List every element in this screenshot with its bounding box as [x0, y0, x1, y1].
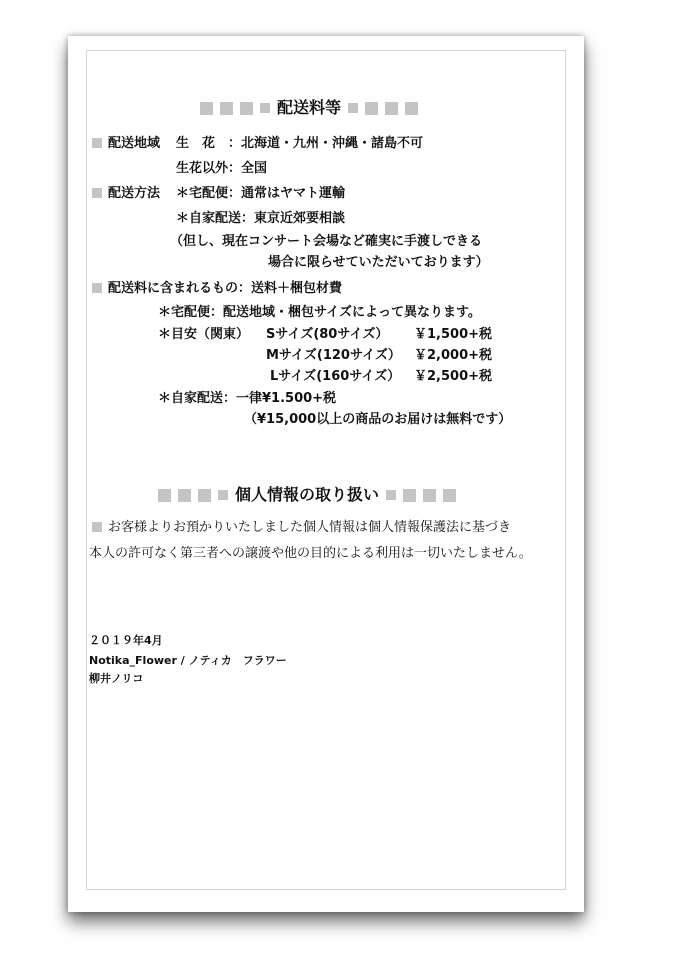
bullet-square	[92, 138, 102, 148]
signature-date: ２０１９年4月	[89, 634, 163, 647]
note-line-1: （但し、現在コンサート会場など確実に手渡しできる	[170, 234, 483, 249]
decor-square	[386, 490, 396, 500]
size-s: Sサイズ(80サイズ）	[266, 327, 389, 342]
decor-square	[200, 102, 213, 115]
decor-square	[218, 490, 228, 500]
privacy-heading	[158, 485, 456, 505]
decor-square	[405, 102, 418, 115]
shipping-heading	[200, 98, 418, 118]
method-self: ＊自家配送：東京近郊要相談	[176, 211, 346, 226]
decor-square	[348, 103, 358, 113]
included-row	[92, 280, 342, 298]
delivery-method-label: 配送方法	[108, 186, 161, 201]
delivery-method-row	[92, 185, 160, 203]
decor-square	[385, 102, 398, 115]
decor-square	[423, 489, 436, 502]
privacy-line-2: 本人の許可なく第三者への譲渡や他の目的による利用は一切いたしません。	[89, 546, 532, 561]
delivery-area-row	[92, 135, 160, 153]
self-delivery: ＊自家配送：一律¥1.500+税	[158, 391, 337, 406]
size-l: Lサイズ(160サイズ）	[270, 369, 401, 384]
free-note: （¥15,000以上の商品のお届けは無料です）	[244, 412, 512, 427]
price-l: ￥2,500+税	[414, 369, 493, 384]
decor-square	[365, 102, 378, 115]
takuhai-note: ＊宅配便：配送地域・梱包サイズによって異なります。	[158, 305, 481, 320]
fresh-flowers-label: 生 花	[176, 136, 216, 151]
note-line-2: 場合に限らせていただいております）	[268, 255, 489, 270]
decor-square	[240, 102, 253, 115]
decor-square	[178, 489, 191, 502]
bullet-square	[92, 522, 102, 532]
signature-name: 柳井ノリコ	[89, 672, 144, 685]
privacy-line-1-row	[92, 519, 511, 537]
decor-square	[260, 103, 270, 113]
shipping-heading-text: 配送料等	[277, 98, 342, 117]
included-text: 配送料に含まれるもの：送料＋梱包材費	[108, 281, 343, 296]
decor-square	[198, 489, 211, 502]
price-s: ￥1,500+税	[414, 327, 493, 342]
price-m: ￥2,000+税	[414, 348, 493, 363]
other-than-fresh: 生花以外：全国	[176, 161, 268, 176]
decor-square	[443, 489, 456, 502]
sheet-border	[86, 50, 566, 890]
decor-square	[158, 489, 171, 502]
size-m: Mサイズ(120サイズ）	[266, 348, 401, 363]
decor-square	[403, 489, 416, 502]
method-takuhai: ＊宅配便：通常はヤマト運輸	[176, 186, 346, 201]
bullet-square	[92, 188, 102, 198]
privacy-line-1: お客様よりお預かりいたしました個人情報は個人情報保護法に基づき	[108, 520, 512, 535]
decor-square	[220, 102, 233, 115]
privacy-heading-text: 個人情報の取り扱い	[235, 485, 380, 504]
delivery-area-label: 配送地域	[108, 136, 161, 151]
bullet-square	[92, 283, 102, 293]
fresh-flowers-value: ：北海道・九州・沖縄・諸島不可	[228, 136, 424, 151]
guide-label: ＊目安（関東）	[158, 327, 250, 342]
signature-shop: Notika_Flower / ノティカ フラワー	[89, 654, 287, 667]
